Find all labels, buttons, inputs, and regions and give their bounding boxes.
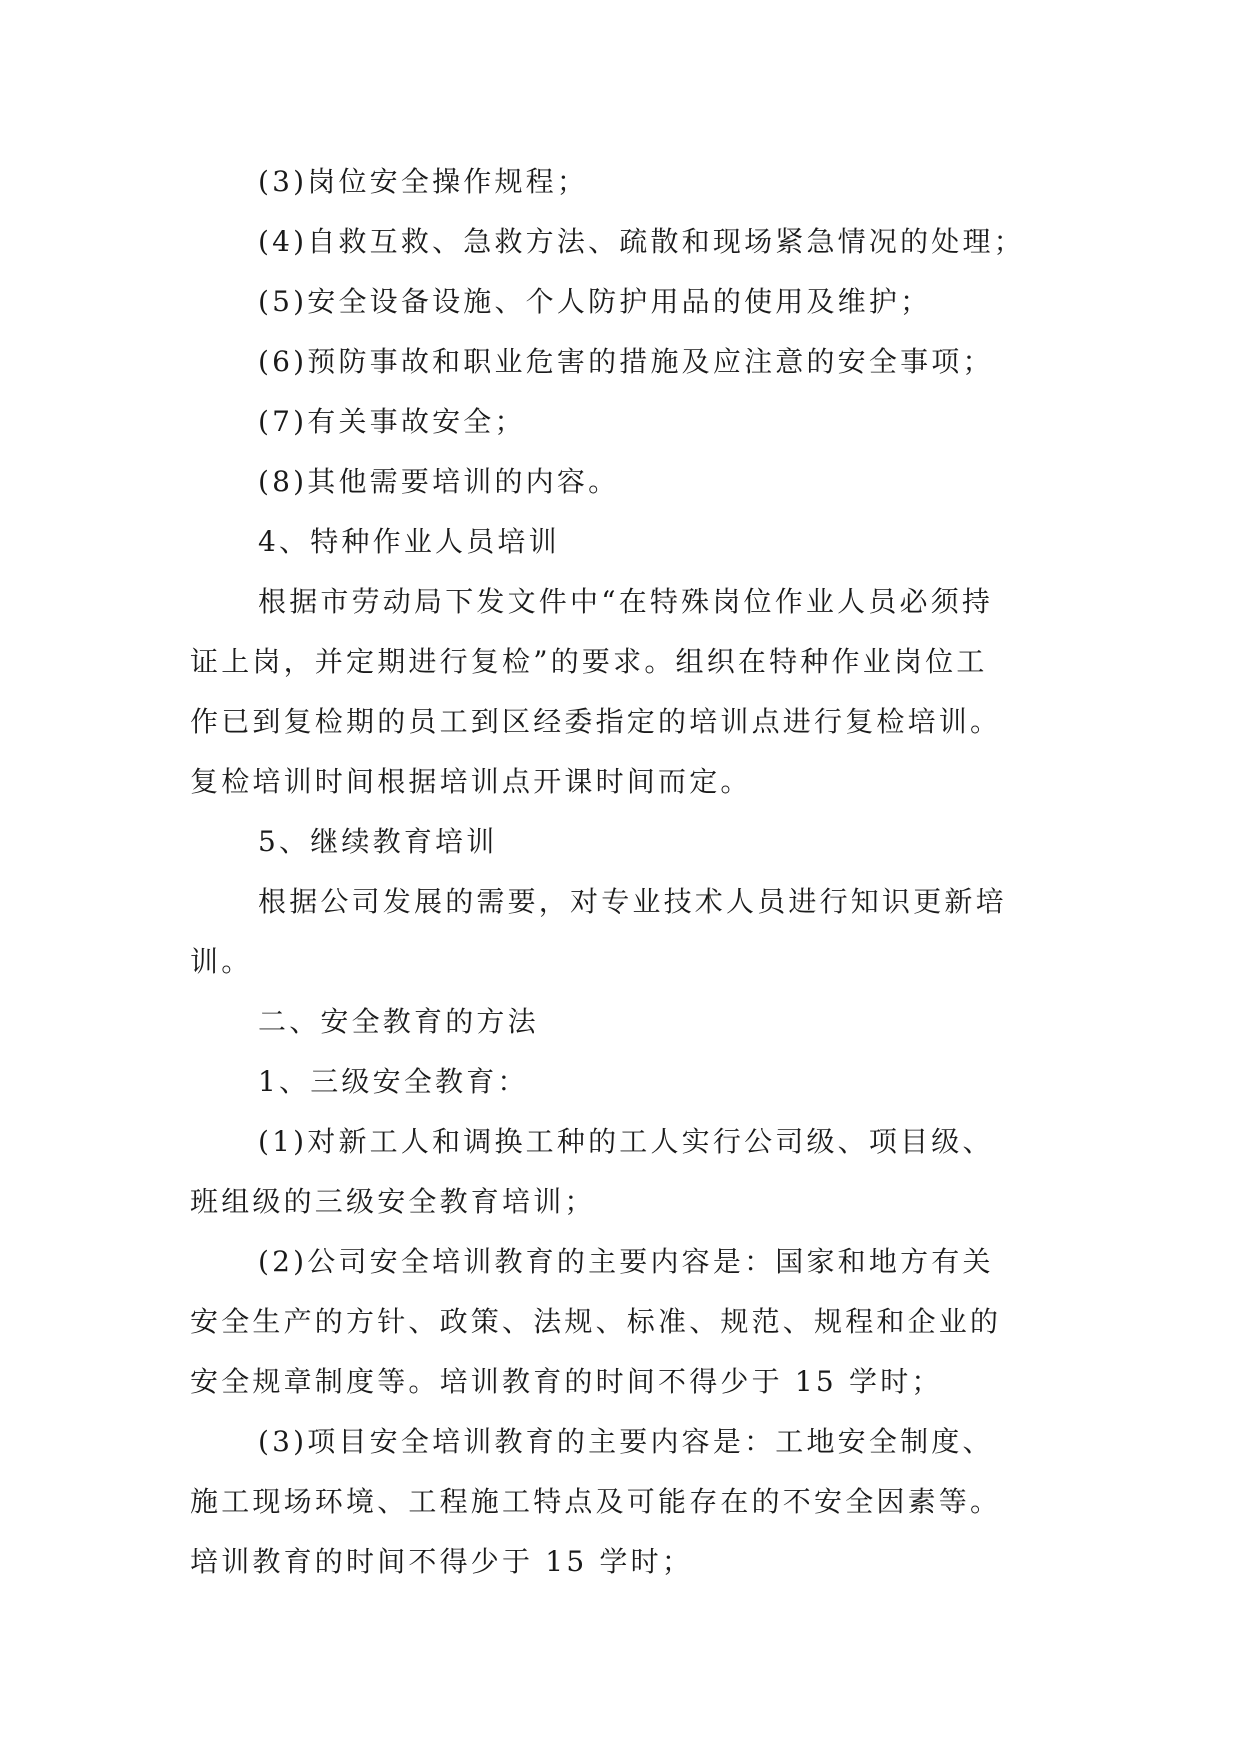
text-line: (3)项目安全培训教育的主要内容是：工地安全制度、 [258, 1425, 994, 1458]
text-line: 施工现场环境、工程施工特点及可能存在的不安全因素等。 [190, 1485, 1002, 1518]
section-heading: 4、特种作业人员培训 [258, 525, 560, 558]
text-line: 根据市劳动局下发文件中“在特殊岗位作业人员必须持 [258, 585, 994, 618]
text-line: 安全规章制度等。培训教育的时间不得少于 15 学时； [190, 1365, 943, 1398]
text-line: (8)其他需要培训的内容。 [258, 465, 620, 498]
text-line: (7)有关事故安全； [258, 405, 526, 438]
text-line: (6)预防事故和职业危害的措施及应注意的安全事项； [258, 345, 994, 378]
section-heading: 1、三级安全教育： [258, 1065, 529, 1098]
text-line: 作已到复检期的员工到区经委指定的培训点进行复检培训。 [190, 705, 1002, 738]
text-line: (5)安全设备设施、个人防护用品的使用及维护； [258, 285, 932, 318]
text-line: 训。 [190, 945, 253, 978]
section-heading: 二、安全教育的方法 [258, 1005, 539, 1038]
text-line: (4)自救互救、急救方法、疏散和现场紧急情况的处理； [258, 225, 1025, 258]
text-line: 复检培训时间根据培训点开课时间而定。 [190, 765, 752, 798]
text-line: (2)公司安全培训教育的主要内容是：国家和地方有关 [258, 1245, 994, 1278]
text-line: 培训教育的时间不得少于 15 学时； [190, 1545, 694, 1578]
text-line: (3)岗位安全操作规程； [258, 165, 589, 198]
text-line: (1)对新工人和调换工种的工人实行公司级、项目级、 [258, 1125, 994, 1158]
section-heading: 5、继续教育培训 [258, 825, 498, 858]
text-line: 班组级的三级安全教育培训； [190, 1185, 596, 1218]
text-line: 安全生产的方针、政策、法规、标准、规范、规程和企业的 [190, 1305, 1002, 1338]
text-line: 证上岗，并定期进行复检”的要求。组织在特种作业岗位工 [190, 645, 988, 678]
text-line: 根据公司发展的需要，对专业技术人员进行知识更新培 [258, 885, 1007, 918]
